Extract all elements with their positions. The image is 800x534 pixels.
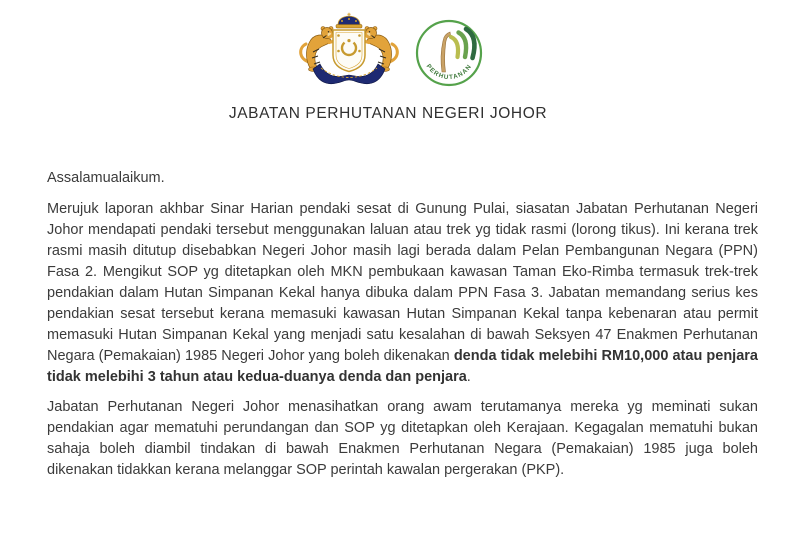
paragraph-1 — [47, 199, 758, 388]
shield — [333, 30, 365, 72]
letterhead — [0, 12, 788, 123]
crown-icon — [336, 13, 362, 28]
paragraph-1-tail: . — [466, 369, 471, 385]
paragraph-2: Jabatan Perhutanan Negeri Johor menasihatkan orang awam terutamanya mereka yg meminati sukan pendakian agar mematuhi perundangan dan SOP yg ditetapkan oleh Kerajaan. Kegagalan mematuhi bukan sahaja boleh diambil tindakan di bawah Enakmen Perhutanan Negara (Pemakaian) 1985 juga boleh dikenakan tidakkan kerana melanggar SOP perintah kawalan pergerakan (PKP). — [47, 399, 758, 478]
forestry-department-logo — [414, 16, 484, 94]
penalty-bold-text: denda tidak melebihi RM10,000 atau penjara tidak melebihi 3 tahun atau kedua-duanya denda dan penjara — [47, 348, 758, 385]
logo-row — [293, 12, 484, 100]
department-title: JABATAN PERHUTANAN NEGERI JOHOR — [228, 105, 548, 122]
statement-body — [47, 168, 758, 490]
paragraph-1-lead: Merujuk laporan akhbar Sinar Harian pendaki sesat di Gunung Pulai, siasatan Jabatan Perhutanan Negeri Johor mendapati pendaki tersebut menggunakan laluan atau trek yg tidak rasmi (lorong tikus). Ini kerana trek rasmi masih ditutup disebabkan Negeri Johor masih lagi berada dalam Pelan Pembangunan Negara (PPN) Fasa 2. Mengikut SOP yg ditetapkan oleh MKN pembukaan kawasan Taman Eko-Rimba termasuk trek-trek pendakian dalam Hutan Simpanan Kekal hanya dibuka dalam PPN Fasa 3. Jabatan memandang serius kes pendakian sesat tersebut kerana memasuki kawasan Hutan Simpanan Kekal tanpa kebenaran atau permit memasuki Hutan Simpanan Kekal yang menjadi satu kesalahan di bawah Seksyen 47 Enakmen Perhutanan Negara (Pemakaian) 1985 Negeri Johor yang boleh dikenakan — [47, 201, 758, 364]
johor-coat-of-arms-logo — [293, 12, 405, 100]
forestry-logo-text: PERHUTANAN — [424, 62, 473, 82]
greeting-text: Assalamualaikum. — [47, 170, 165, 186]
